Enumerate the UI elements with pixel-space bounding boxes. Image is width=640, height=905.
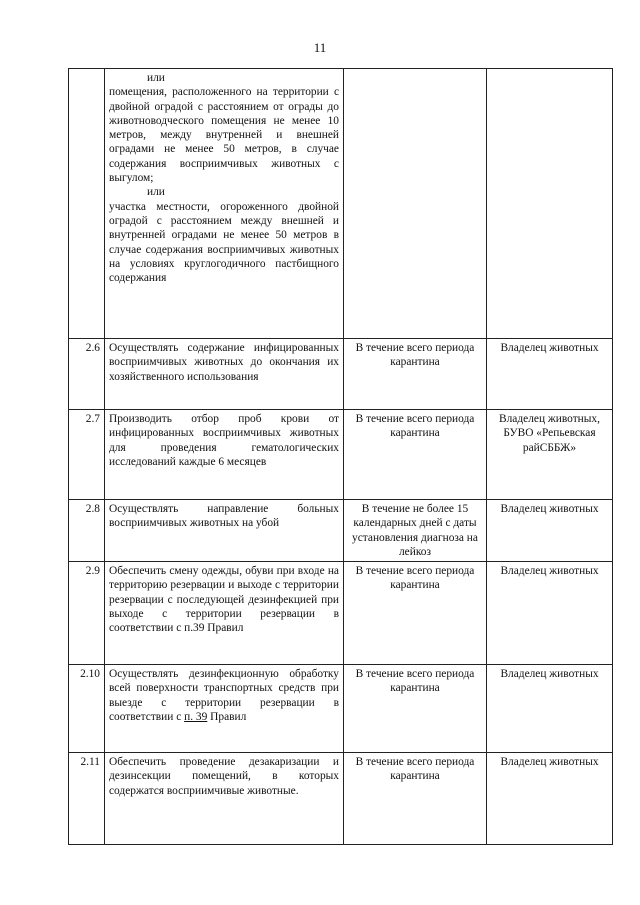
row-number: 2.9 <box>69 562 105 665</box>
row-term <box>344 69 487 339</box>
table-row <box>69 500 613 562</box>
row-term: В течение всего периода карантина <box>344 410 487 500</box>
measures-table <box>68 68 613 845</box>
row-description: Обеспечить проведение дезакаризации и дезинсекции помещений, в которых содержатся восприимчивые животные. <box>105 753 344 845</box>
row-number: 2.8 <box>69 500 105 562</box>
description-text: Осуществлять дезинфекционную обработку всей поверхности транспортных средств при выезде с территории резервации в соответствии с <box>109 668 339 724</box>
row-description: Производить отбор проб крови от инфицированных восприимчивых животных для проведения гематологических исследований каждые 6 месяцев <box>105 410 344 500</box>
row-number: 2.10 <box>69 665 105 753</box>
description-line: или <box>147 186 165 199</box>
row-description <box>105 69 344 339</box>
row-number: 2.7 <box>69 410 105 500</box>
row-responsible: Владелец животных <box>487 339 613 410</box>
table-row <box>69 69 613 339</box>
table-row <box>69 562 613 665</box>
row-number: 2.11 <box>69 753 105 845</box>
row-term: В течение всего периода карантина <box>344 665 487 753</box>
row-responsible: Владелец животных <box>487 665 613 753</box>
row-term: В течение всего периода карантина <box>344 339 487 410</box>
description-line: помещения, расположенного на территории с двойной оградой с расстоянием от ограды до животноводческого помещения не менее 10 метров, между внутренней и внешней оградами не менее 50 метров, в случае содержания восприимчивых животных с выгулом; <box>109 86 339 185</box>
table-row <box>69 665 613 753</box>
table-row <box>69 339 613 410</box>
row-description: Обеспечить смену одежды, обуви при входе на территорию резервации и выходе с территории резервации с последующей дезинфекцией при выходе с территории резервации в соответствии с п.39 Правил <box>105 562 344 665</box>
row-number: 2.6 <box>69 339 105 410</box>
row-term: В течение не более 15 календарных дней с даты установления диагноза на лейкоз <box>344 500 487 562</box>
row-description: Осуществлять направление больных восприимчивых животных на убой <box>105 500 344 562</box>
description-tail: Правил <box>210 711 247 724</box>
row-responsible: Владелец животных, БУВО «Репьевская райСББЖ» <box>487 410 613 500</box>
description-line: или <box>147 72 165 84</box>
row-responsible: Владелец животных <box>487 500 613 562</box>
row-responsible: Владелец животных <box>487 753 613 845</box>
row-responsible: Владелец животных <box>487 562 613 665</box>
row-term: В течение всего периода карантина <box>344 562 487 665</box>
description-line: участка местности, огороженного двойной оградой с расстоянием между внешней и внутренней оградами не менее 50 метров в случае содержания восприимчивых животных на условиях круглогодичного пастбищного содержания <box>109 200 339 285</box>
table-row <box>69 410 613 500</box>
table-row <box>69 753 613 845</box>
row-term: В течение всего периода карантина <box>344 753 487 845</box>
row-responsible <box>487 69 613 339</box>
row-number <box>69 69 105 339</box>
rule-reference: п. 39 <box>184 711 208 724</box>
row-description <box>105 665 344 753</box>
row-description: Осуществлять содержание инфицированных восприимчивых животных до окончания их хозяйственного использования <box>105 339 344 410</box>
page-number: 11 <box>313 40 327 55</box>
